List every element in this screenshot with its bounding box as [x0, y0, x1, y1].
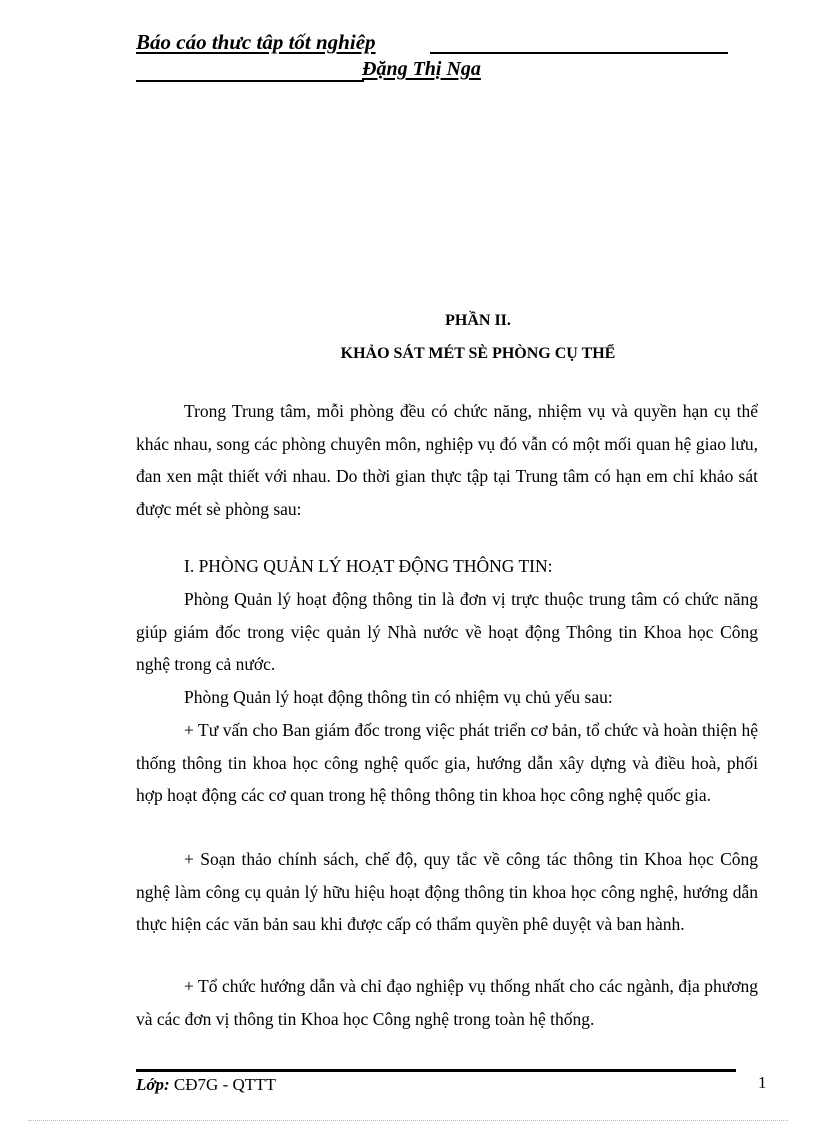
footer-rule: [136, 1069, 736, 1072]
part-title: PHẦN II.: [445, 312, 511, 329]
task-item: + Soạn thảo chính sách, chế độ, quy tắc về công tác thông tin Khoa học Công nghệ làm công cụ quản lý hữu hiệu hoạt động thông tin khoa học công nghệ, hướng dẫn thực hiện các văn bản sau khi được cấp có thẩm quyền phê duyệt và ban hành.: [136, 849, 758, 934]
footer-class: [136, 1075, 276, 1095]
footer-label: Lớp:: [136, 1075, 170, 1094]
header-title: Báo cáo thưc tâp tốt nghiêp: [136, 30, 376, 54]
header-rule: [136, 80, 364, 82]
header-author: Đặng Thị Nga: [362, 58, 481, 80]
part-subtitle: KHẢO SÁT MÉT SÈ PHÒNG CỤ THỂ: [340, 345, 616, 362]
task-item: + Tổ chức hướng dẫn và chỉ đạo nghiệp vụ thống nhất cho các ngành, địa phương và các đơn vị thông tin Khoa học Công nghệ trong toàn hệ thống.: [136, 976, 758, 1029]
section-heading: I. PHÒNG QUẢN LÝ HOẠT ĐỘNG THÔNG TIN:: [184, 556, 553, 576]
tasks-intro-paragraph: Phòng Quản lý hoạt động thông tin có nhiệm vụ chủ yếu sau:: [184, 687, 613, 707]
intro-paragraph: Trong Trung tâm, mỗi phòng đều có chức năng, nhiệm vụ và quyền hạn cụ thể khác nhau, song các phòng chuyên môn, nghiệp vụ đó vẫn có một mối quan hệ giao lưu, đan xen mật thiết với nhau. Do thời gian thực tập tại Trung tâm có hạn em chỉ khảo sát được mét sè phòng sau:: [136, 401, 758, 519]
task-item: + Tư vấn cho Ban giám đốc trong việc phát triển cơ bản, tổ chức và hoàn thiện hệ thống thông tin khoa học công nghệ quốc gia, hướng dẫn xây dựng và điều hoà, phối hợp hoạt động các cơ quan trong hệ thông thông tin khoa học công nghệ quốc gia.: [136, 720, 758, 805]
page-bottom-border: [28, 1120, 788, 1121]
footer-class-value: CĐ7G - QTTT: [173, 1075, 276, 1094]
page-number: 1: [758, 1073, 767, 1092]
header-rule: [430, 52, 728, 54]
function-paragraph: Phòng Quản lý hoạt động thông tin là đơn vị trực thuộc trung tâm có chức năng giúp giám đốc trong việc quản lý Nhà nước về hoạt động Thông tin Khoa học Công nghệ trong cả nước.: [136, 589, 758, 674]
